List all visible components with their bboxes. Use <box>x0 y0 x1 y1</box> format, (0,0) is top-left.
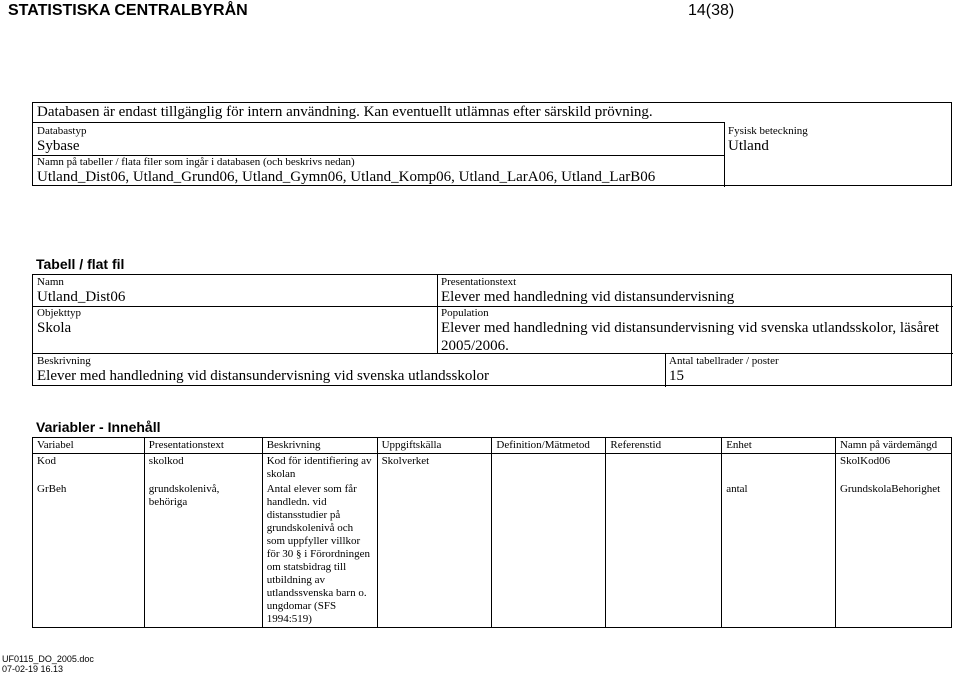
column-header: Variabel <box>33 438 145 454</box>
presentation-text-value: Elever med handledning vid distansundervisning <box>441 289 735 305</box>
table-cell <box>606 482 722 628</box>
table-row-divider-1 <box>33 306 437 307</box>
table-name-value: Utland_Dist06 <box>37 289 126 305</box>
population-value-line1: Elever med handledning vid distansundervisning vid svenska utlandsskolor, läsåret <box>441 320 940 336</box>
tables-label: Namn på tabeller / flata filer som ingår i databasen (och beskrivs nedan) <box>37 156 355 168</box>
table-row <box>33 482 952 628</box>
table-vertical-divider <box>437 275 438 353</box>
physical-name-value: Utland <box>728 138 769 154</box>
table-cell: Antal elever som får handledn. vid distansstudier på grundskolenivå och som uppfyller villkor för 30 § i Förordningen om statsbidrag till utbildning av utlandssvenska barn o. ungdomar (SFS 1994:519) <box>262 482 377 628</box>
table-cell: antal <box>722 482 836 628</box>
table-row-divider-1b <box>437 306 953 307</box>
table-cell <box>492 454 606 483</box>
table-cell <box>492 482 606 628</box>
column-header: Enhet <box>722 438 836 454</box>
column-header: Namn på värdemängd <box>835 438 951 454</box>
table-cell <box>722 454 836 483</box>
column-header: Beskrivning <box>262 438 377 454</box>
variables-heading: Variabler - Innehåll <box>36 419 161 435</box>
row-count-value: 15 <box>669 368 684 384</box>
table-cell: Kod <box>33 454 145 483</box>
table-cell: skolkod <box>144 454 262 483</box>
tables-value: Utland_Dist06, Utland_Grund06, Utland_Gymn06, Utland_Komp06, Utland_LarA06, Utland_LarB06 <box>37 169 656 185</box>
table-heading: Tabell / flat fil <box>36 256 125 272</box>
presentation-text-label: Presentationstext <box>441 276 517 288</box>
variables-header-row <box>33 438 952 454</box>
footer-date: 07-02-19 16.13 <box>2 664 64 674</box>
column-header: Referenstid <box>606 438 722 454</box>
variables-table <box>32 437 952 628</box>
table-cell <box>606 454 722 483</box>
table-cell: Skolverket <box>377 454 492 483</box>
description-value: Elever med handledning vid distansundervisning vid svenska utlandsskolor <box>37 368 490 384</box>
table-name-label: Namn <box>37 276 64 288</box>
column-header: Definition/Mätmetod <box>492 438 606 454</box>
description-label: Beskrivning <box>37 355 91 367</box>
table-info-box <box>32 274 952 386</box>
population-value-line2: 2005/2006. <box>441 338 509 354</box>
table-cell: SkolKod06 <box>835 454 951 483</box>
organization-name: STATISTISKA CENTRALBYRÅN <box>8 2 248 19</box>
population-label: Population <box>441 307 489 319</box>
table-row <box>33 454 952 483</box>
object-type-label: Objekttyp <box>37 307 81 319</box>
table-cell <box>377 482 492 628</box>
access-notice: Databasen är endast tillgänglig för intern användning. Kan eventuellt utlämnas efter särskild prövning. <box>37 104 653 120</box>
table-cell: Kod för identifiering av skolan <box>262 454 377 483</box>
column-header: Uppgiftskälla <box>377 438 492 454</box>
table-cell: GrundskolaBehorighet <box>835 482 951 628</box>
table-cell: GrBeh <box>33 482 145 628</box>
database-type-label: Databastyp <box>37 125 87 137</box>
object-type-value: Skola <box>37 320 72 336</box>
row-count-label: Antal tabellrader / poster <box>669 355 779 367</box>
physical-name-label: Fysisk beteckning <box>728 125 808 137</box>
rows-count-divider <box>665 353 666 387</box>
database-type-value: Sybase <box>37 138 80 154</box>
database-info-box <box>32 102 952 186</box>
table-cell: grundskolenivå, behöriga <box>144 482 262 628</box>
column-header: Presentationstext <box>144 438 262 454</box>
page-number: 14(38) <box>688 2 735 19</box>
footer-filename: UF0115_DO_2005.doc <box>2 654 94 664</box>
